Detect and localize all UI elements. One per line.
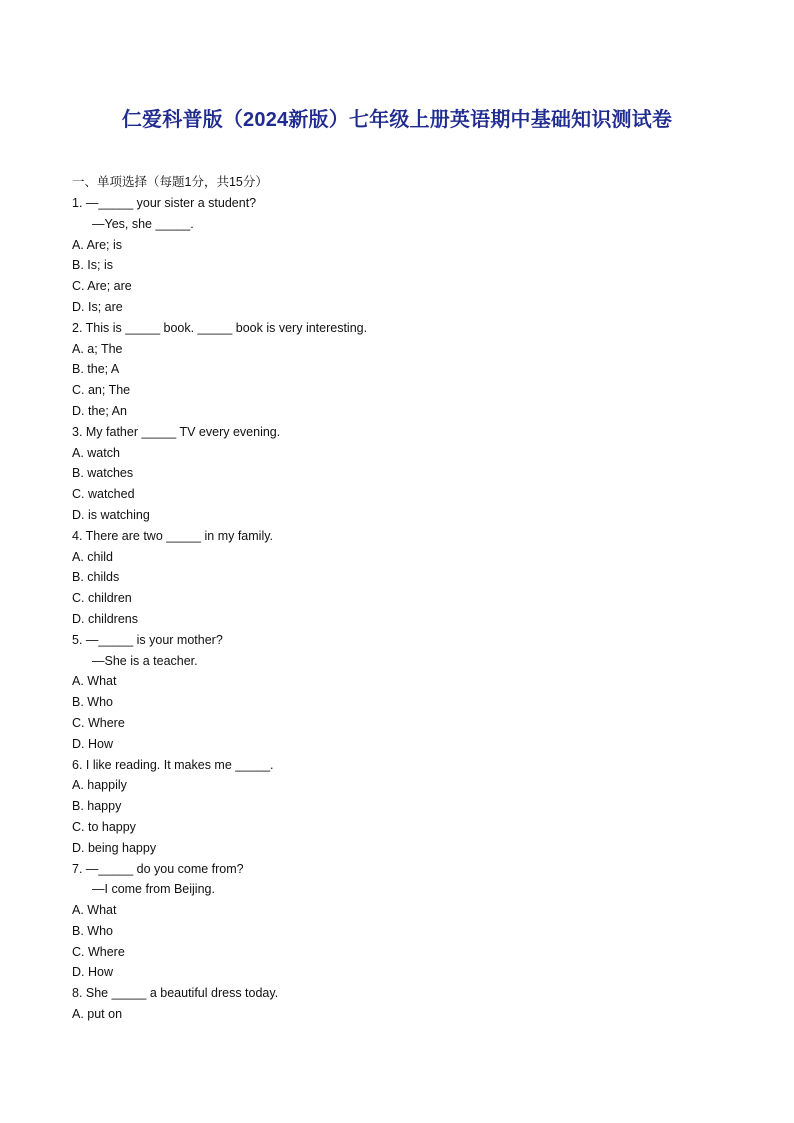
question-line: B. happy [72,799,122,814]
question-line: D. is watching [72,507,150,522]
question-line: A. a; The [72,341,123,356]
question-line: B. Who [72,923,113,938]
question-line: A. watch [72,445,120,460]
question-line: B. watches [72,466,134,481]
question-line: D. How [72,965,113,980]
dialogue-line: —Yes, she _____. [92,216,194,231]
question-line: C. children [72,591,132,606]
question-line: C. Where [72,715,125,730]
question-section [72,172,752,1025]
question-line: 1. —_____ your sister a student? [72,196,257,210]
question-line: 7. —_____ do you come from? [72,861,244,876]
question-line: C. an; The [72,383,131,398]
question-line: A. Are; is [72,237,123,252]
question-line: D. Is; are [72,299,123,314]
question-line: 8. She _____ a beautiful dress today. [72,986,279,1001]
question-line: B. childs [72,570,120,585]
question-line: D. being happy [72,840,157,855]
question-line: 6. I like reading. It makes me _____. [72,757,274,772]
question-line: C. Where [72,944,125,959]
question-line: 2. This is _____ book. _____ book is very interesting. [72,320,368,335]
question-line: C. Are; are [72,279,132,294]
document-title: 仁爱科普版（2024新版）七年级上册英语期中基础知识测试卷 [121,109,673,131]
question-line: B. Is; is [72,258,113,273]
question-line: A. What [72,903,117,918]
dialogue-line: —She is a teacher. [92,653,198,668]
question-line: 5. —_____ is your mother? [72,632,223,647]
question-line: D. How [72,736,113,751]
question-line: C. to happy [72,819,136,834]
question-line: A. put on [72,1007,123,1022]
question-list [72,193,752,1025]
question-line: C. watched [72,487,135,502]
question-line: B. Who [72,695,113,710]
question-line: B. the; A [72,362,120,377]
question-line: A. What [72,674,117,689]
section-header: 一、单项选择（每题1分，共15分） [72,175,268,189]
question-line: D. childrens [72,611,138,626]
question-line: D. the; An [72,403,127,418]
question-line: A. child [72,549,113,564]
question-line: A. happily [72,778,127,793]
dialogue-line: —I come from Beijing. [92,882,215,897]
question-line: 4. There are two _____ in my family. [72,528,274,543]
question-line: 3. My father _____ TV every evening. [72,424,281,439]
